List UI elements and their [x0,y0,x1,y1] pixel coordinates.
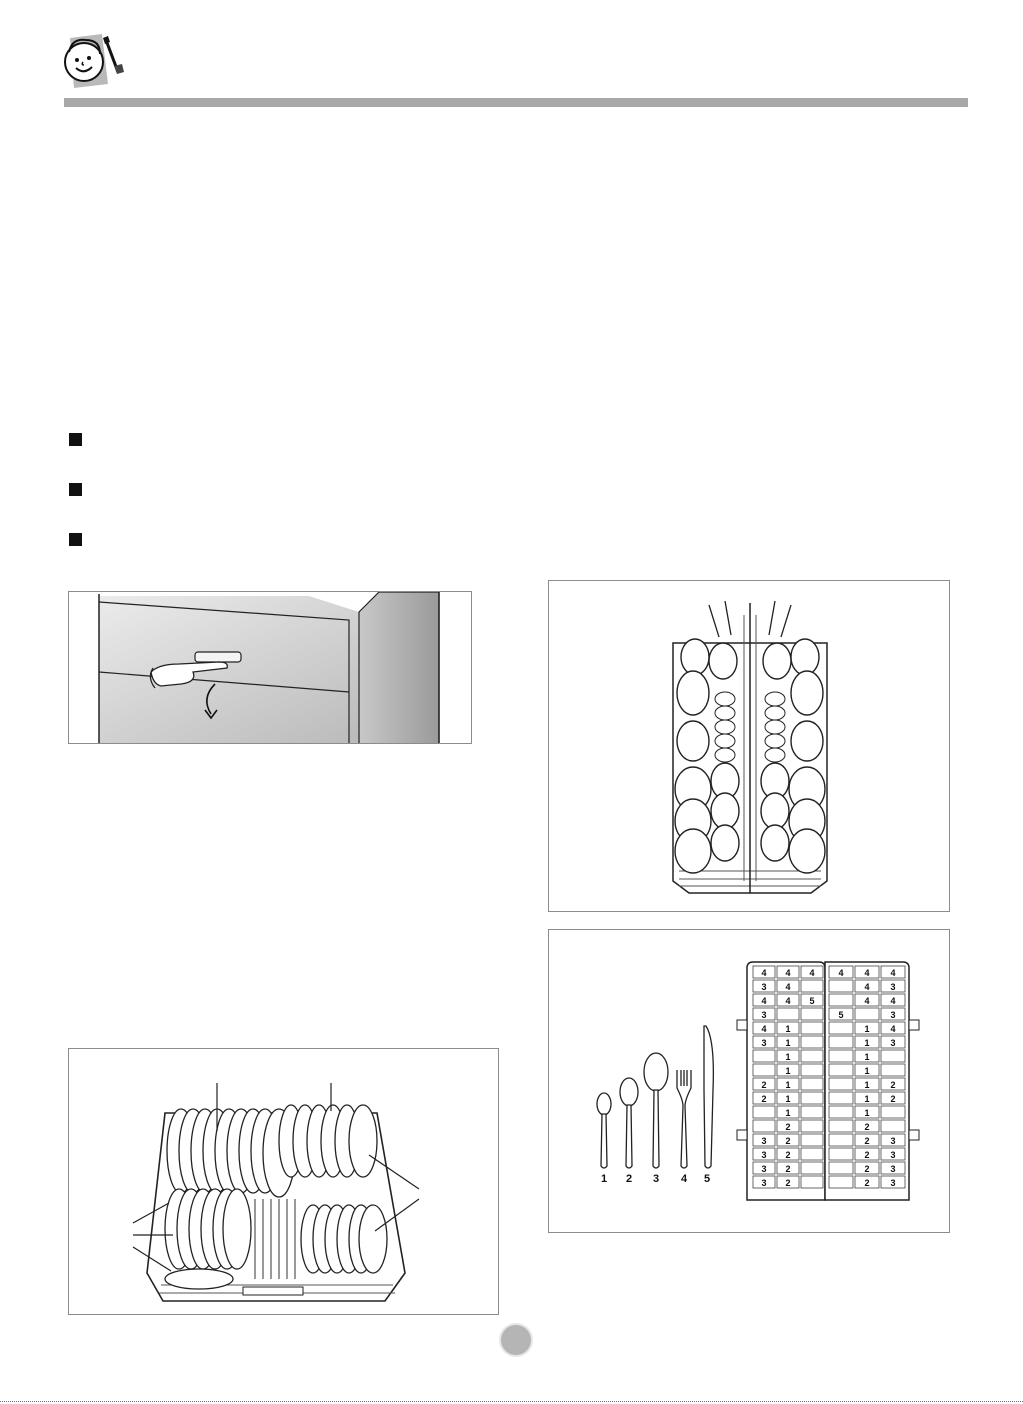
right-basket-cell-number: 3 [890,1150,896,1160]
right-basket-cell-number: 2 [864,1178,870,1188]
upper-rack-plates-cups-icon [549,581,950,912]
utensil-number-labels [601,1173,710,1185]
right-basket-cell-number: 1 [864,1024,870,1034]
right-basket-cell [829,1036,853,1048]
right-basket-cell [881,1064,905,1076]
left-basket-cell-number: 4 [761,1024,767,1034]
left-basket-cell-number: 3 [761,1038,767,1048]
left-basket-cell-number: 1 [785,1108,791,1118]
utensil-teaspoon-icon [597,1093,611,1115]
left-basket-cell-number: 1 [785,1066,791,1076]
utensil-number-label: 4 [680,1173,688,1185]
left-basket-cell-number: 2 [761,1094,767,1104]
bottom-dotted-line [0,1401,1023,1402]
right-basket-cell-number: 2 [864,1164,870,1174]
right-basket-cell-number: 3 [890,1164,896,1174]
right-basket-cell [829,1078,853,1090]
left-basket-cell [801,1078,823,1090]
left-basket-cell-number: 3 [761,1178,767,1188]
left-basket-cell-number: 1 [785,1052,791,1062]
utensil-number-label: 2 [625,1173,633,1185]
left-basket-cell [753,1120,775,1132]
left-basket-cell-number: 1 [785,1080,791,1090]
cutlery-basket-icon [549,930,950,1233]
right-basket-cell [881,1106,905,1118]
left-basket-cell-number: 3 [761,1010,767,1020]
right-basket-cell-number: 4 [864,996,870,1006]
utensil-dessert-spoon-icon [620,1078,638,1106]
right-basket-cell [829,1092,853,1104]
right-basket-cell [829,1162,853,1174]
right-basket-cell-number: 2 [864,1150,870,1160]
bullet-marker-3 [69,533,82,546]
hand-pull-door-handle-icon [69,592,472,744]
left-basket-cell-number: 4 [785,968,791,978]
left-basket-cell-number: 2 [785,1122,791,1132]
utensil-table-spoon-icon [644,1053,668,1091]
utensil-number-label: 3 [652,1173,660,1185]
right-basket-cell-number: 4 [890,968,896,978]
right-basket-cell-number: 1 [864,1108,870,1118]
left-basket-cell-number: 3 [761,1150,767,1160]
right-basket-cell-number: 1 [864,1080,870,1090]
left-basket-cell-number: 2 [785,1136,791,1146]
left-basket-cell [801,1106,823,1118]
left-basket-cell [753,1050,775,1062]
left-basket-cell [801,1120,823,1132]
right-basket-cell [829,1176,853,1188]
left-basket-cell [801,1022,823,1034]
left-basket-cell [801,980,823,992]
right-basket-cell-number: 1 [864,1066,870,1076]
right-basket-cell [829,994,853,1006]
left-basket-cell-number: 3 [761,982,767,992]
page-number-badge [499,1323,533,1357]
left-basket-cell-number: 2 [785,1178,791,1188]
right-basket-cell-number: 2 [890,1094,896,1104]
right-basket-cell-number: 3 [890,1038,896,1048]
logo [56,30,132,90]
left-basket-cell [753,1106,775,1118]
right-basket-cell [829,1134,853,1146]
left-basket-cell-number: 2 [785,1150,791,1160]
right-basket-cell [829,1064,853,1076]
right-basket-cell-number: 3 [890,1136,896,1146]
right-basket-cell [881,1050,905,1062]
door-figure [68,591,472,744]
right-basket-cell-number: 1 [864,1052,870,1062]
left-basket-cell-number: 2 [761,1080,767,1090]
right-basket-cell-number: 2 [864,1136,870,1146]
right-basket-cell-number: 3 [890,982,896,992]
left-basket-cell-number: 2 [785,1164,791,1174]
left-basket-cell [801,1176,823,1188]
left-basket-cell-number: 3 [761,1164,767,1174]
left-basket-cell [777,1008,799,1020]
left-basket-cell [801,1134,823,1146]
left-basket-cell [753,1064,775,1076]
utensil-number-label: 1 [600,1173,608,1185]
cutlery-basket-figure [548,929,950,1233]
right-basket-cell [829,1120,853,1132]
left-basket-cell [801,1064,823,1076]
left-basket-cell-number: 4 [761,968,767,978]
right-basket-cell-number: 4 [864,968,870,978]
lower-basket-loaded-icon [69,1049,499,1315]
right-basket-cell-number: 3 [890,1178,896,1188]
header-rule [64,98,968,107]
bullet-marker-2 [69,483,82,496]
left-basket-cell-number: 1 [785,1094,791,1104]
utensil-knife-icon [704,1026,713,1168]
right-basket-cell-number: 1 [864,1038,870,1048]
left-basket-cell-number: 4 [785,982,791,992]
right-basket-cell-number: 3 [890,1010,896,1020]
utensil-number-label: 5 [703,1173,711,1185]
left-basket-cell [801,1036,823,1048]
lower-basket-figure [68,1048,499,1315]
left-basket-cell-number: 4 [785,996,791,1006]
right-basket-cell [829,1050,853,1062]
chef-face-icon [56,30,132,90]
right-basket-cell [855,1008,879,1020]
right-basket-cell [829,1106,853,1118]
right-basket-cell [881,1120,905,1132]
right-basket-cell-number: 1 [864,1094,870,1104]
left-basket-cell-number: 3 [761,1136,767,1146]
right-basket-cell-number: 4 [864,982,870,992]
left-basket-cell [801,1050,823,1062]
right-basket-cell-number: 2 [864,1122,870,1132]
right-basket-cell-number: 4 [890,996,896,1006]
right-basket-cell-number: 4 [890,1024,896,1034]
left-basket-cell-number: 5 [809,996,815,1006]
right-basket-cell-number: 5 [838,1010,844,1020]
left-basket-cell [801,1092,823,1104]
right-basket-cell-number: 4 [838,968,844,978]
bullet-marker-1 [69,433,82,446]
left-basket-cell-number: 4 [809,968,815,978]
right-basket-cell [829,980,853,992]
right-basket-cell-number: 2 [890,1080,896,1090]
left-basket-cell-number: 4 [761,996,767,1006]
right-basket-cell [829,1022,853,1034]
upper-rack-figure [548,580,950,912]
left-basket-cell-number: 1 [785,1038,791,1048]
left-basket-cell-number: 1 [785,1024,791,1034]
right-basket-cell [829,1148,853,1160]
left-basket-cell [801,1148,823,1160]
left-basket-cell [801,1162,823,1174]
left-basket-cell [801,1008,823,1020]
